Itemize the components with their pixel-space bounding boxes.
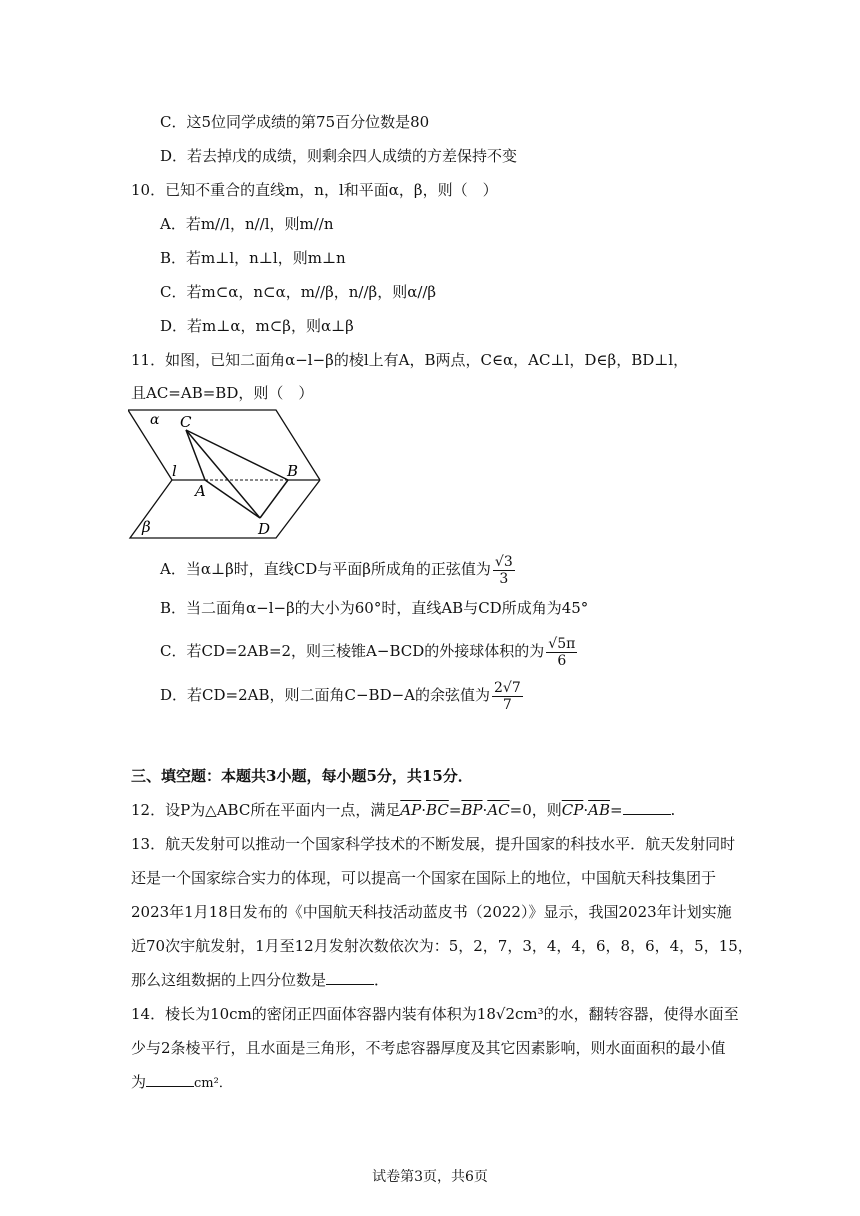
fraction-sqrt3-over-3 xyxy=(493,554,515,587)
segment-cb xyxy=(186,430,288,480)
vector-ap: $\overline{AP}$ xyxy=(400,801,422,819)
q12-line xyxy=(131,800,675,820)
q12-end: . xyxy=(670,801,676,819)
q13-line4: 近70次宇航发射，1月至12月发射次数依次为：5，2，7，3，4，4，6，8，6，4，5，15， xyxy=(131,937,753,955)
label-l: l xyxy=(172,462,177,480)
equals-2: =0，则 xyxy=(509,801,562,819)
dot-3: · xyxy=(583,801,589,819)
q13-line5-end: ． xyxy=(374,971,390,989)
q9-option-c: C．这5位同学成绩的第75百分位数是80 xyxy=(160,113,430,131)
dot-2: · xyxy=(482,801,488,819)
q14-line2: 少与2条棱平行，且水面是三角形，不考虑容器厚度及其它因素影响，则水面面积的最小值 xyxy=(131,1039,726,1057)
q11-option-c xyxy=(160,634,579,669)
vector-ab: $\overline{AB}$ xyxy=(588,801,610,819)
q14-line1 xyxy=(131,1004,739,1024)
q11-option-d xyxy=(160,678,525,713)
equals-1: = xyxy=(448,801,462,819)
vector-cp: $\overline{CP}$ xyxy=(561,801,584,819)
equals-3: = xyxy=(609,801,623,819)
label-a: A xyxy=(195,482,206,500)
label-beta: β xyxy=(142,518,151,536)
fraction-denominator: 3 xyxy=(499,570,509,587)
q12-text: 12．设P为△ABC所在平面内一点，满足 xyxy=(131,801,401,819)
q11-option-b: B．当二面角α−l−β的大小为60°时，直线AB与CD所成角为45° xyxy=(160,599,589,617)
q10-option-d: D．若m⊥α，m⊂β，则α⊥β xyxy=(160,317,354,335)
dihedral-angle-figure xyxy=(128,408,328,548)
segment-cd xyxy=(186,430,260,518)
page-footer: 试卷第3页，共6页 xyxy=(372,1169,488,1185)
label-b: B xyxy=(287,462,299,480)
fraction-numerator: √3 xyxy=(494,553,513,570)
q13-line2: 还是一个国家综合实力的体现，可以提高一个国家在国际上的地位，中国航天科技集团于 xyxy=(131,869,717,887)
vector-bc: $\overline{BC}$ xyxy=(426,801,449,819)
segment-bd xyxy=(260,480,288,518)
q9-option-d: D．若去掉戊的成绩，则剩余四人成绩的方差保持不变 xyxy=(160,147,518,165)
vector-bp: $\overline{BP}$ xyxy=(461,801,483,819)
answer-blank[interactable] xyxy=(326,970,374,985)
q13-line3: 2023年1月18日发布的《中国航天科技活动蓝皮书（2022）》显示，我国2023年计划实施 xyxy=(131,903,732,921)
q13-line5 xyxy=(131,970,389,990)
q14-line3 xyxy=(131,1072,232,1094)
q14-volume: 18√2cm³ xyxy=(476,1005,544,1023)
fraction-numerator: √5π xyxy=(548,635,576,652)
section-3-heading: 三、填空题：本题共3小题，每小题5分，共15分． xyxy=(131,767,473,785)
answer-blank[interactable] xyxy=(623,800,671,815)
plane-beta-outline xyxy=(130,480,320,538)
q13-line5-text: 那么这组数据的上四分位数是 xyxy=(131,971,327,989)
dot-1: · xyxy=(421,801,427,819)
q14-line3-text: 为 xyxy=(131,1073,147,1091)
q13-line1: 13．航天发射可以推动一个国家科学技术的不断发展，提升国家的科技水平．航天发射同时 xyxy=(131,835,736,853)
label-alpha: α xyxy=(150,412,160,428)
label-d: D xyxy=(258,520,271,538)
q10-stem: 10．已知不重合的直线m，n，l和平面α，β，则（ ） xyxy=(131,181,498,199)
fraction-2sqrt7-over-7 xyxy=(492,680,523,713)
answer-blank[interactable] xyxy=(146,1072,194,1087)
q10-option-b: B．若m⊥l，n⊥l，则m⊥n xyxy=(160,249,346,267)
q11-stem-line2: 且AC=AB=BD，则（ ） xyxy=(131,384,314,402)
q11-option-c-text: C．若CD=2AB=2，则三棱锥A−BCD的外接球体积的为 xyxy=(160,642,545,660)
fraction-denominator: 7 xyxy=(502,696,512,713)
q10-option-a: A．若m//l，n//l，则m//n xyxy=(160,215,334,233)
label-c: C xyxy=(180,413,192,431)
vector-ac: $\overline{AC}$ xyxy=(487,801,510,819)
fraction-numerator: 2√7 xyxy=(494,679,521,696)
fraction-sqrt5pi-over-6 xyxy=(546,636,577,669)
fraction-denominator: 6 xyxy=(557,652,567,669)
q11-option-a xyxy=(160,552,517,587)
q10-option-c: C．若m⊂α，n⊂α，m//β，n//β，则α//β xyxy=(160,283,437,301)
q11-option-d-text: D．若CD=2AB，则二面角C−BD−A的余弦值为 xyxy=(160,686,490,704)
q14-line1-end: 的水，翻转容器，使得水面至 xyxy=(543,1005,739,1023)
q14-unit: cm²． xyxy=(194,1076,232,1091)
q11-stem-line1: 11．如图，已知二面角α−l−β的棱l上有A，B两点，C∈α，AC⊥l，D∈β，BD⊥l， xyxy=(131,351,689,369)
q14-line1-text: 14．棱长为10cm的密闭正四面体容器内装有体积为 xyxy=(131,1005,477,1023)
q11-option-a-text: A．当α⊥β时，直线CD与平面β所成角的正弦值为 xyxy=(160,560,491,578)
